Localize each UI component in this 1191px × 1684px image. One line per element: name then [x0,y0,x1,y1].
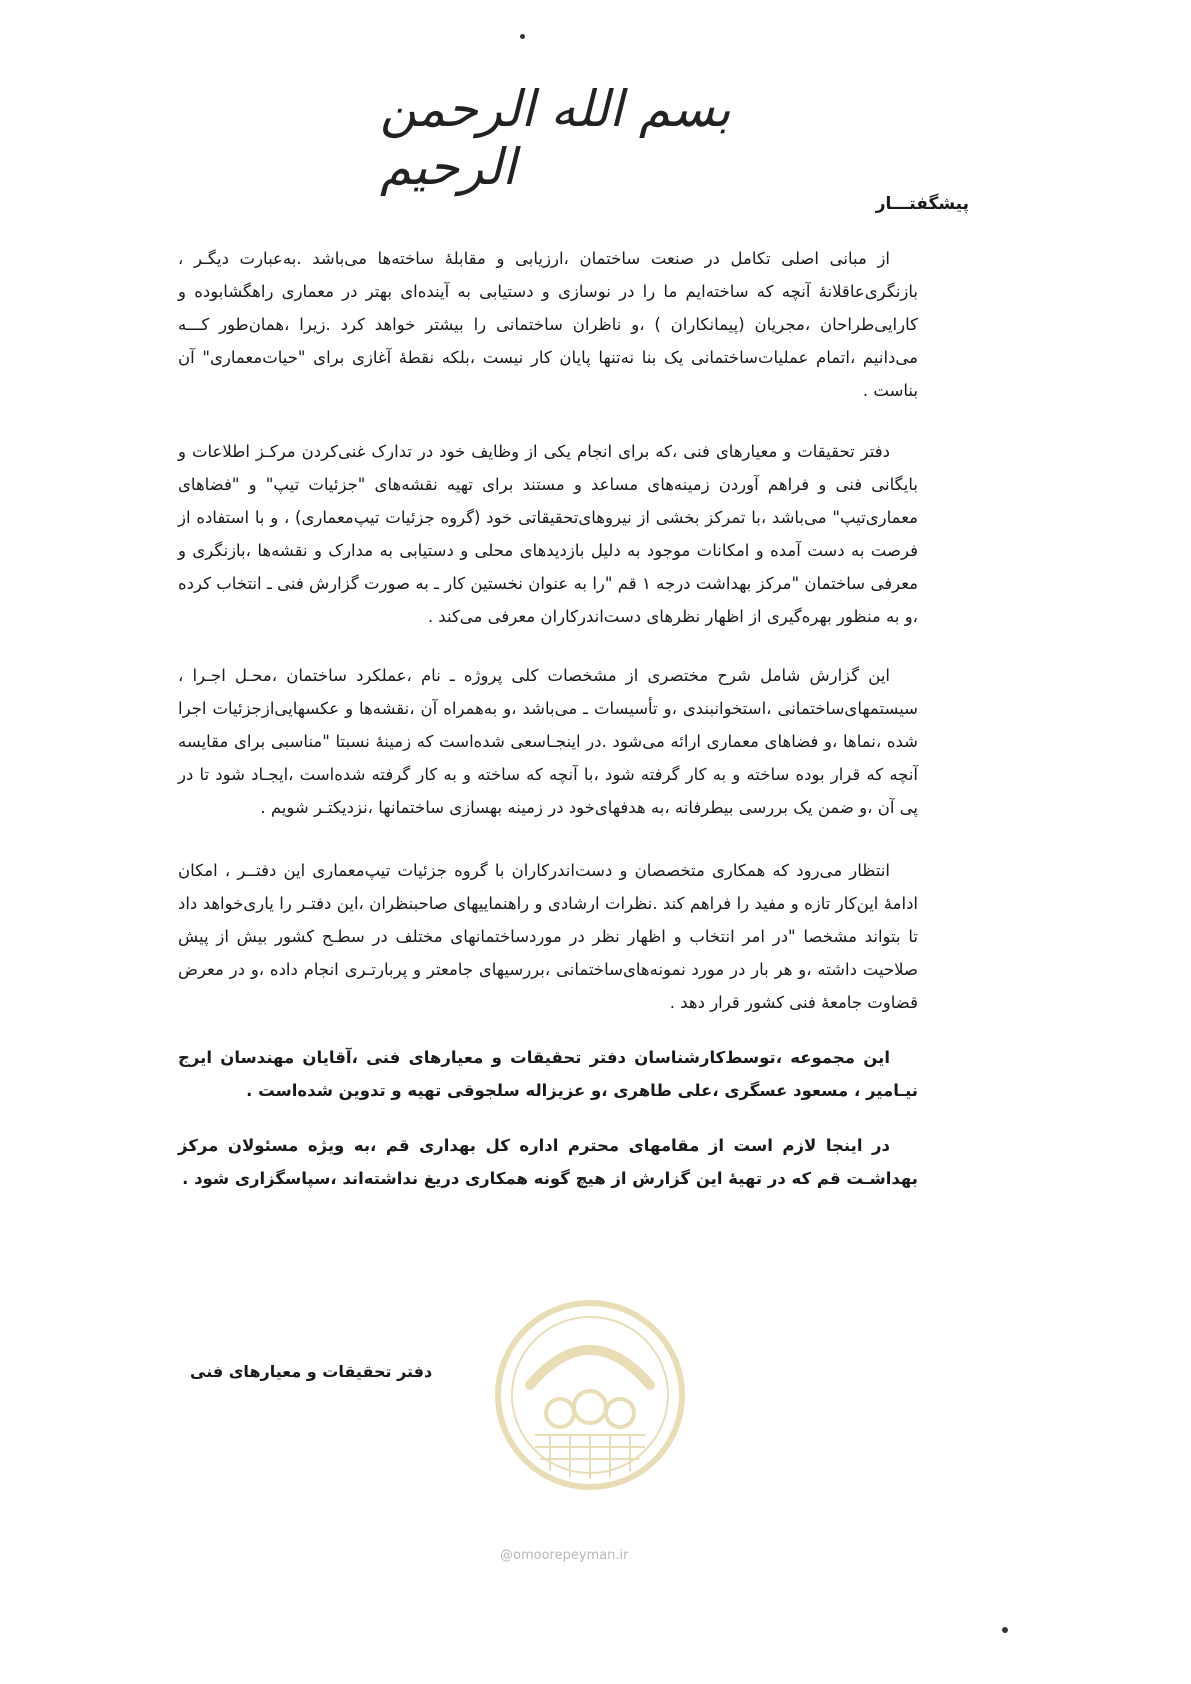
body-text [178,242,918,1217]
signature-office: دفتر تحقیقات و معیارهای فنی [190,1362,433,1381]
basmala-calligraphy: بسم الله الرحمن الرحیم [380,80,731,196]
paragraph-4: انتظار می‌رود که همکاری متخصصان و دست‌اندرکاران با گروه جزئیات تیپ‌معماری این دفتــر ، امکان ادامه‌ٔ این‌کار تازه و مفید را فراهم کند .نظرات ارشادی و راهنماییهای صاحبنظران ،این دفتـر را یاری‌خواهد داد تا بتواند مشخصا "در امر انتخاب و اظهار نظر در موردساختمانهای مختلف در سطـح کشور بیش از پیش صلاحیت داشته ،و هر بار در مورد نمونه‌های‌ساختمانی ،بررسیهای جامعتر و پربارتـری انجام داده ،و در معرض قضاوت جامعه‌ٔ فنی کشور قرار دهد . [178,861,918,1012]
paragraph-6: در اینجا لازم است از مقامهای محترم اداره کل بهداری قم ،به ویژه مسئولان مرکز بهداشـت قم که در تهیه‌ٔ این گزارش از هیچ گونه همکاری دریغ نداشته‌اند ،سپاسگزاری شود . [178,1136,918,1188]
paragraph-1: از مبانی اصلی تکامل در صنعت ساختمان ،ارزیابی و مقابله‌ٔ ساخته‌ها می‌باشد .به‌عبارت دیگـر ، بازنگری‌عاقلانه‌ٔ آنچه که ساخته‌ایم ما را در نوسازی و دستیابی به آینده‌ای بهتر در معماری راهگشابوده و کارایی‌طراحان ،مجریان (پیمانکاران ) ،و ناظران ساختمانی را بیشتر خواهد کرد .زیرا ،همان‌طور کـــه می‌دانیم ،اتمام عملیات‌ساختمانی یک بنا نه‌تنها پایان کار نیست ،بلکه نقطه‌ٔ آغازی برای "حیات‌معماری" آن بناست . [178,249,918,400]
paragraph-2: دفتر تحقیقات و معیارهای فنی ،که برای انجام یکی از وظایف خود در تدارک غنی‌کردن مرکـز اطلاعات و بایگانی فنی و فراهم آوردن زمینه‌های مساعد و مستند برای تهیه نقشه‌های "جزئیات تیپ" و "فضاهای معماری‌تیپ" می‌باشد ،با تمرکز بخشی از نیروهای‌تحقیقاتی خود (گروه جزئیات تیپ‌معماری) ، و با استفاده از فرصت به دست آمده و امکانات موجود به دلیل بازدیدهای محلی و دستیابی به مدارک و نقشه‌ها ،بازنگری و معرفی ساختمان "مرکز بهداشت درجه ۱ قم "را به عنوان نخستین کار ـ به صورت گزارش فنی ـ انتخاب کرده ،و به منظور بهره‌گیری از اظهار نظرهای دست‌اندرکاران معرفی می‌کند . [178,442,918,626]
scan-speck [1002,1627,1008,1633]
paragraph-3: این گزارش شامل شرح مختصری از مشخصات کلی پروژه ـ نام ،عملکرد ساختمان ،محـل اجـرا ، سیستمهای‌ساختمانی ،استخوانبندی ،و تأسیسات ـ می‌باشد ،و به‌همراه آن ،نقشه‌ها و عکسهایی‌ازجزئیات اجرا شده ،نماها ،و فضاهای معماری ارائه می‌شود .در اینجـا‌سعی شده‌است که زمینه‌ٔ نسبتا "مناسبی برای مقایسه آنچه که قرار بوده ساخته و به کار گرفته شود ،با آنچه که ساخته و به کار گرفته شده‌است ،ایجـاد شود تا در پی آن ،و ضمن یک بررسی بیطرفانه ،به هدفهای‌خود در زمینه بهسازی ساختمانها ،نزدیکتـر شویم . [178,666,918,817]
paragraph-5: این مجموعه ،توسط‌کارشناسان دفتر تحقیقات و معیارهای فنی ،آقایان مهندسان ایرج نیـامیر ، مسعود عسگری ،علی طاهری ،و عزیزاله سلجوقی تهیه و تدوین شده‌است . [178,1048,918,1100]
scan-speck [520,34,525,39]
watermark-seal-icon [490,1295,690,1495]
watermark-caption: @omoorepeyman.ir [500,1548,629,1563]
page-heading: پیشگفتـــار [875,194,969,214]
